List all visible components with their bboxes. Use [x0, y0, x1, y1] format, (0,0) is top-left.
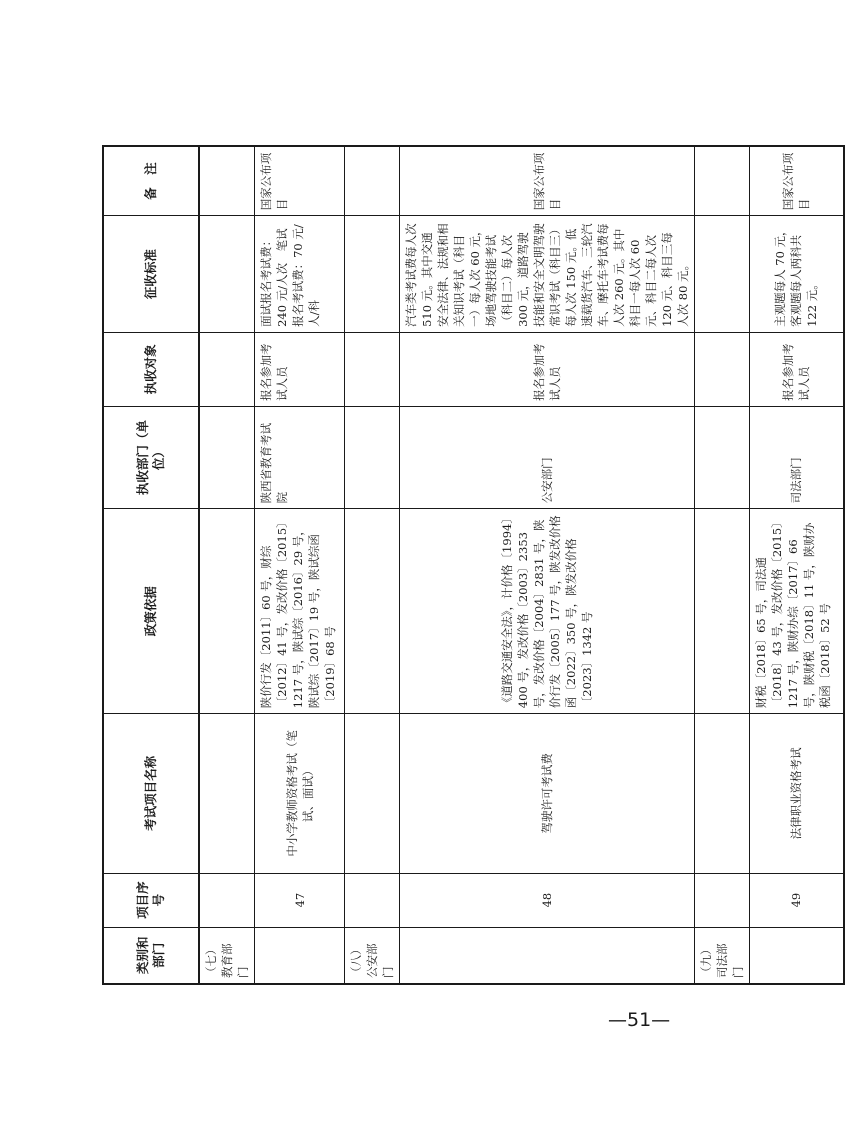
row-notes: 国家公布项目 [255, 146, 345, 216]
rotated-table-container [102, 145, 832, 985]
row-policy: 《道路交通安全法》，计价格〔1994〕400 号，发改价格〔2003〕2353 号，发改价格〔2004〕2831 号，陕价行发〔2005〕177 号，陕发改价格函〔2022〕350 号，陕发改价格〔2023〕1342 号 [400, 509, 695, 714]
row-notes: 国家公布项目 [400, 146, 695, 216]
row-exam-name: 中小学教师资格考试（笔试、面试） [255, 714, 345, 873]
row-exam-name: 驾驶许可考试费 [400, 714, 695, 873]
header-notes: 备 注 [103, 146, 199, 216]
row-dept: 司法部门 [750, 406, 844, 508]
header-seq: 项目序号 [103, 873, 199, 927]
table-row [400, 146, 695, 984]
exam-fee-table [102, 145, 845, 985]
row-policy: 陕价行发〔2011〕60 号，财综〔2012〕41 号，发改价格〔2015〕1217 号，陕试综〔2016〕29 号，陕试综〔2017〕19 号，陕试综函〔2019〕68 号 [255, 509, 345, 714]
group-row-public-security [345, 146, 400, 984]
header-standard: 征收标准 [103, 216, 199, 333]
row-seq: 48 [400, 873, 695, 927]
row-target: 报名参加考试人员 [255, 332, 345, 406]
group-label-public-security: （八）公安部门 [345, 927, 400, 984]
row-seq: 49 [750, 873, 844, 927]
row-exam-name: 法律职业资格考试 [750, 714, 844, 873]
group-row-justice [695, 146, 750, 984]
table-row [255, 146, 345, 984]
header-dept: 执收部门（单位） [103, 406, 199, 508]
table-header-row [103, 146, 199, 984]
row-target: 报名参加考试人员 [400, 332, 695, 406]
group-label-education: （七）教育部门 [199, 927, 255, 984]
header-target: 执收对象 [103, 332, 199, 406]
row-standard: 面试报名考试费：240 元/人次 笔试报名考试费：70 元/人/科 [255, 216, 345, 333]
row-notes: 国家公布项目 [750, 146, 844, 216]
row-policy: 财税〔2018〕65 号，司法通〔2018〕43 号，发改价格〔2015〕1217 号，陕财办综〔2017〕66 号，陕财税〔2018〕11 号，陕财办税函〔2018〕52 号 [750, 509, 844, 714]
page-number: —51— [608, 1009, 671, 1031]
row-seq: 47 [255, 873, 345, 927]
header-category: 类别和部门 [103, 927, 199, 984]
table-row [750, 146, 844, 984]
row-dept: 陕西省教育考试院 [255, 406, 345, 508]
group-label-justice: （九）司法部门 [695, 927, 750, 984]
row-standard: 汽车类考试费每人次 510 元。其中交通安全法律、法规和相关知识考试（科目一）每人次 60 元，场地驾驶技能考试（科目二）每人次 300 元，道路驾驶技能和安全文明驾驶常识考试（科目三）每人次 150 元。低速载货汽车、三轮汽车、摩托车考试费每人次 260 元。其中科目一每人次 60 元、科目二每人次 120 元、科目三每人次 80 元。 [400, 216, 695, 333]
row-dept: 公安部门 [400, 406, 695, 508]
header-exam-name: 考试项目名称 [103, 714, 199, 873]
row-target: 报名参加考试人员 [750, 332, 844, 406]
row-standard: 主观题每人 70 元，客观题每人两科共 122 元。 [750, 216, 844, 333]
group-row-education [199, 146, 255, 984]
header-policy: 政策依据 [103, 509, 199, 714]
